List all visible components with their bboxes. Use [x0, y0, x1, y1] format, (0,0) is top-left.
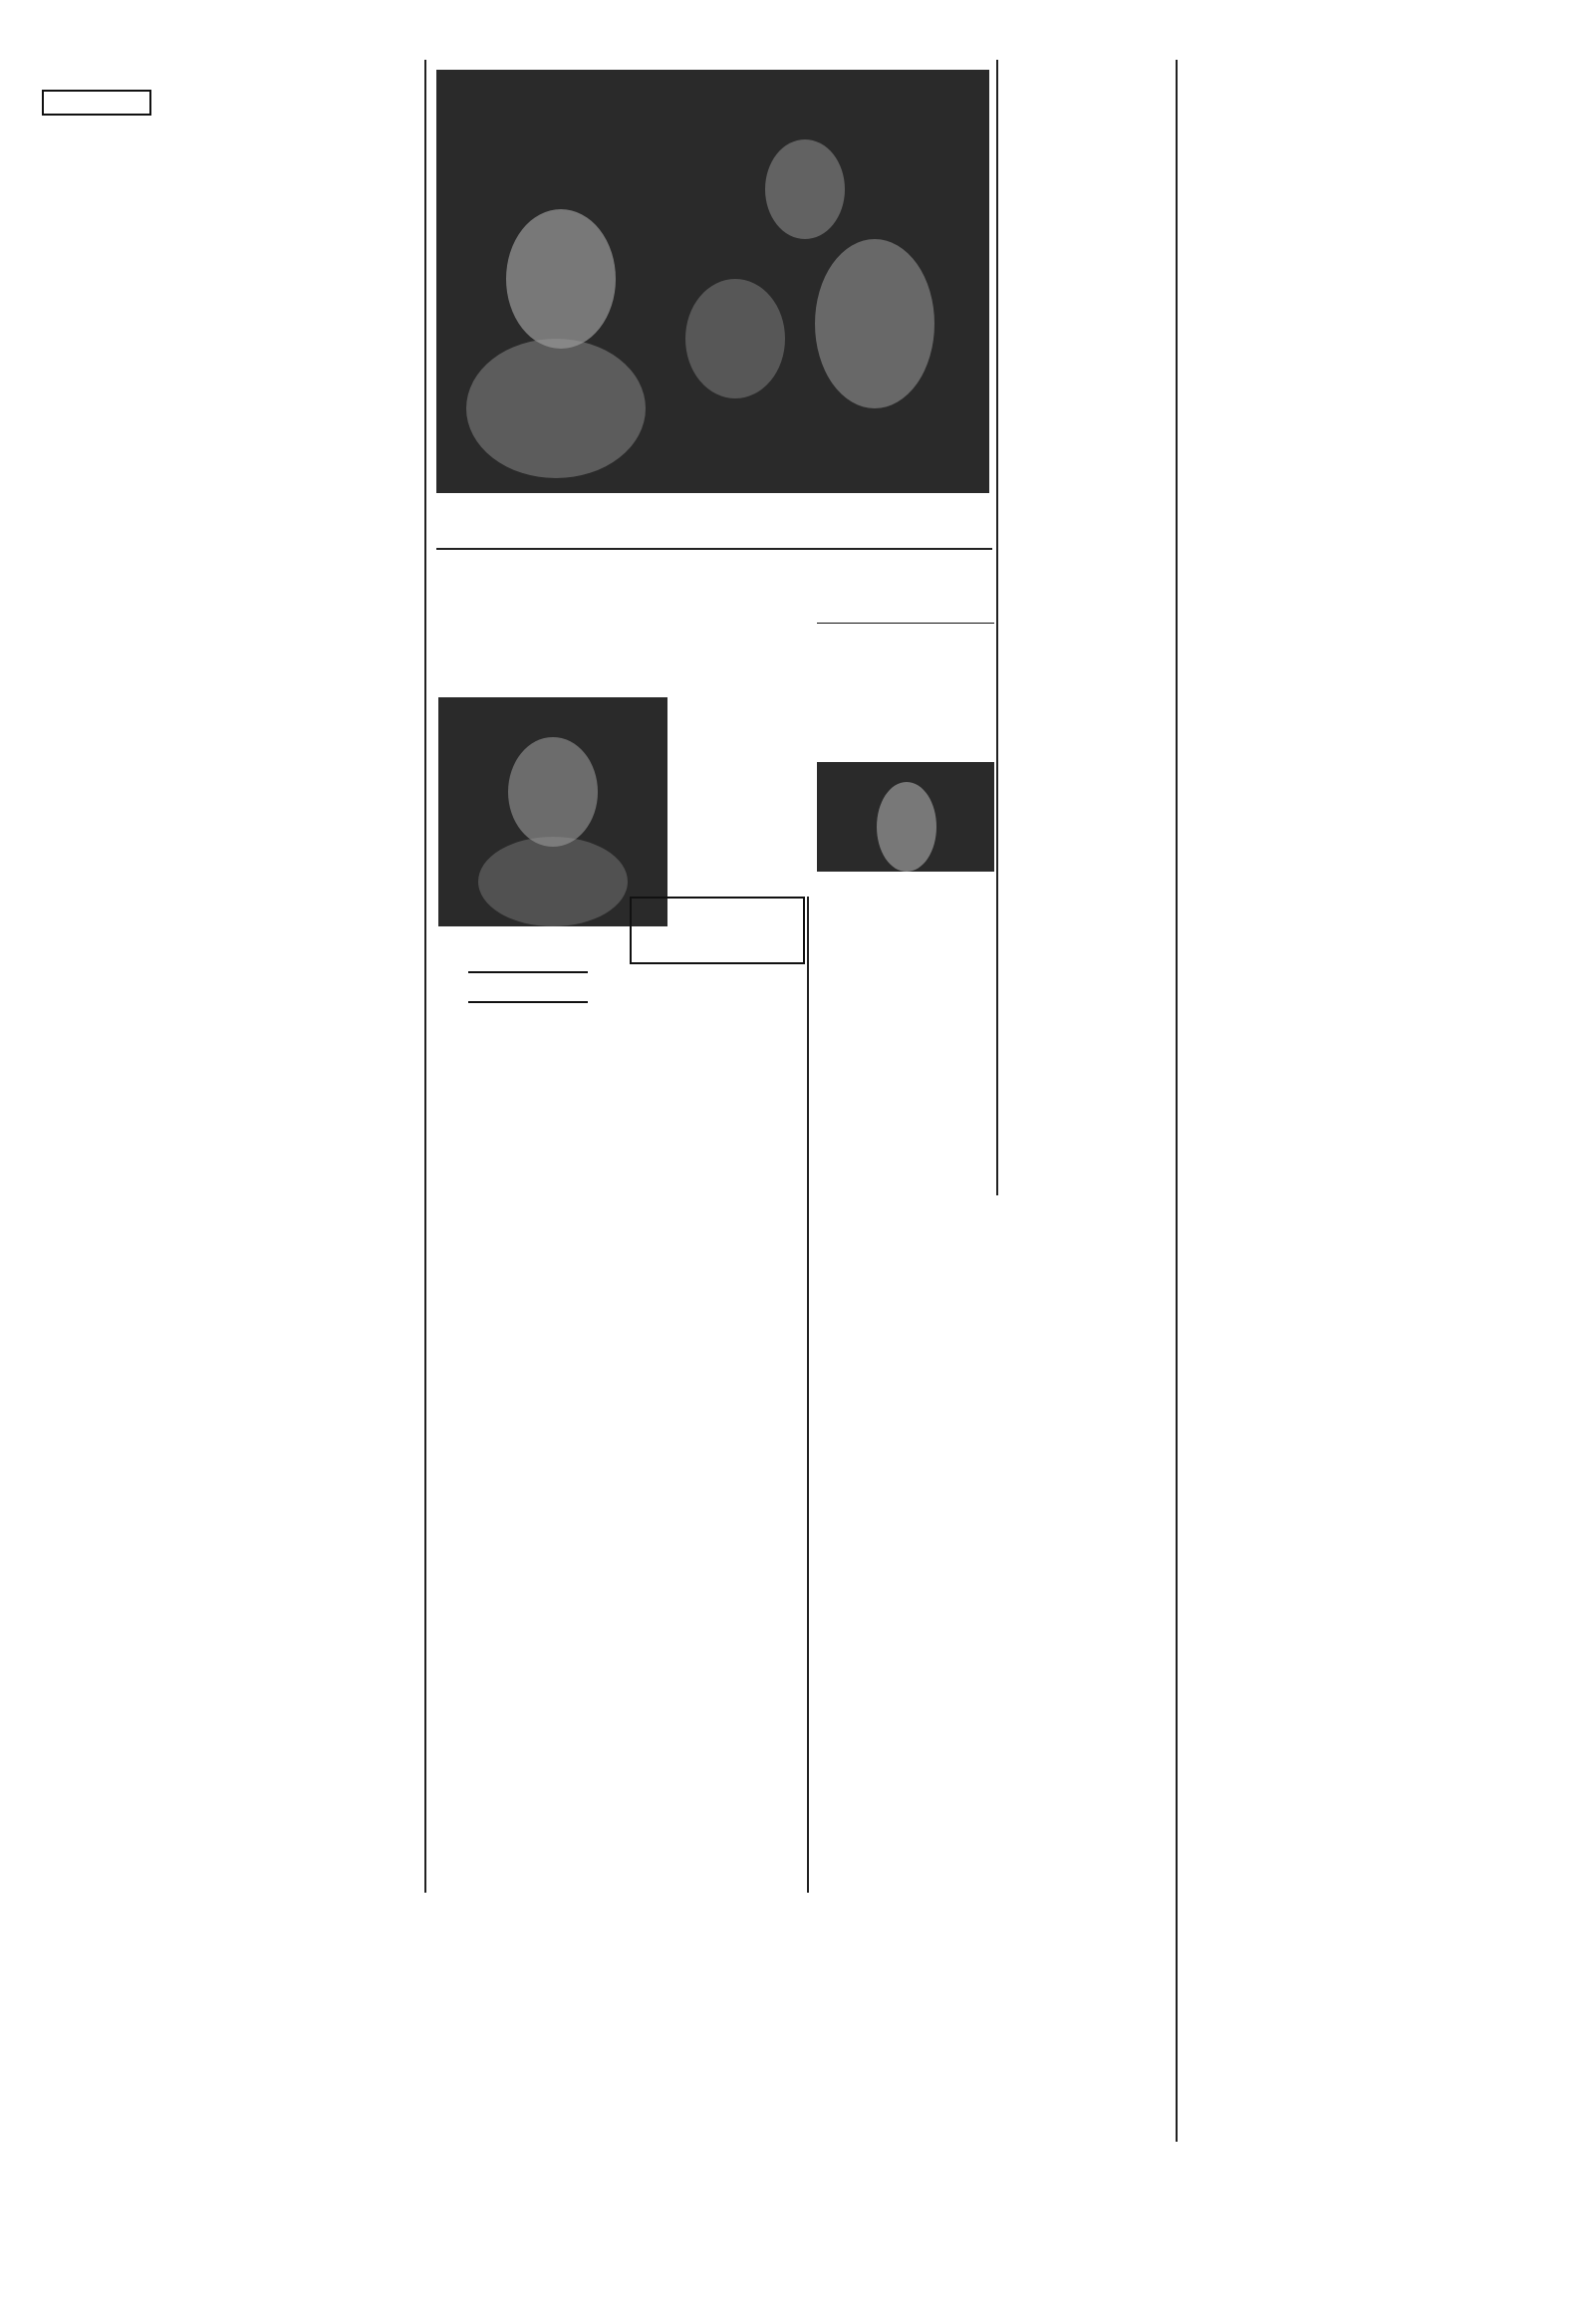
- stage-photo: [436, 70, 989, 493]
- dancer-photo: [817, 762, 994, 872]
- column-rule: [424, 60, 426, 1893]
- parni-body: [1001, 257, 1171, 725]
- flash-title: [436, 931, 621, 971]
- mid-intro: [817, 438, 994, 618]
- parni-body-2: [1001, 727, 1171, 1195]
- parni-headline: [1001, 70, 1171, 219]
- theatre-venue: [199, 219, 418, 235]
- column-rule: [807, 897, 809, 1893]
- column-rule: [996, 60, 998, 1195]
- theatre-headline: [40, 84, 430, 179]
- flash-subtitle: [468, 971, 588, 1003]
- column-rule: [1176, 60, 1178, 2142]
- powell-head: [817, 623, 994, 643]
- callas-photo: [438, 697, 667, 926]
- theatre-body: [40, 239, 418, 1280]
- powell-body: [817, 646, 994, 757]
- parni-subhead: [1001, 224, 1171, 252]
- dubrovnik-head: [630, 897, 805, 964]
- dubrovnik-body: [630, 968, 805, 1237]
- flash-body: [436, 1011, 621, 1395]
- theatre-author: [40, 185, 418, 213]
